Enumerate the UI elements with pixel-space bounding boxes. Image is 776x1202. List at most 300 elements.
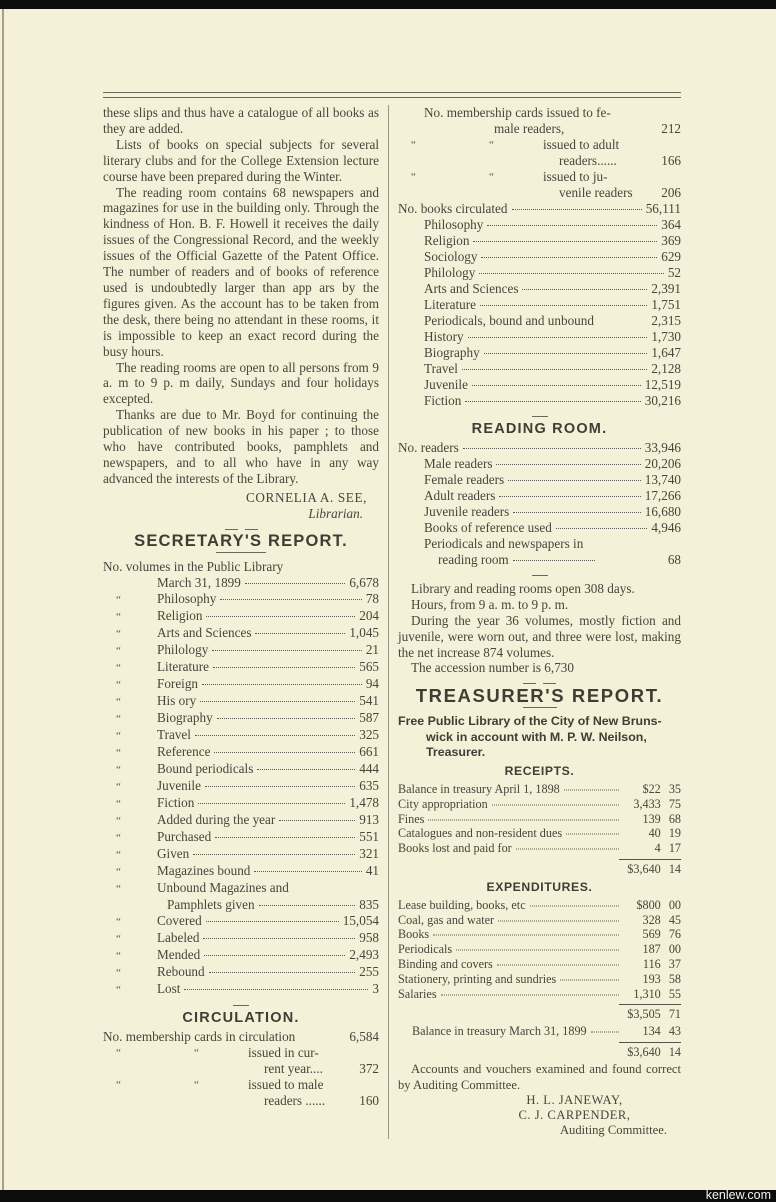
row-label: Juvenile readers <box>424 503 510 519</box>
account-line: wick in account with M. P. W. Neilson, <box>426 729 647 744</box>
row-label: rent year.... <box>264 1061 323 1077</box>
dotted-leader <box>566 834 619 835</box>
money-row <box>398 957 681 972</box>
row-label-line1: issued to ju- <box>543 169 608 184</box>
dotted-leader <box>193 854 355 855</box>
row-label: Magazines bound <box>157 863 251 879</box>
wrapped-row-body <box>398 105 681 137</box>
stat-row <box>398 217 681 233</box>
row-value: 204 <box>359 608 379 624</box>
ditto-mark: “ <box>116 832 121 845</box>
dotted-leader <box>428 819 619 820</box>
dotted-leader <box>513 560 595 561</box>
ditto-mark: “ <box>116 730 121 743</box>
stat-row <box>398 345 681 361</box>
row-label: Travel <box>157 727 191 743</box>
ditto-mark: “ <box>116 679 121 692</box>
ditto-mark: “ <box>194 1047 199 1060</box>
row-value: 913 <box>359 812 379 828</box>
auditing-committee-label: Auditing Committee. <box>559 1123 667 1138</box>
ditto-mark: “ <box>116 849 121 862</box>
wrapped-stat-row <box>398 105 681 137</box>
dotted-leader <box>441 994 619 995</box>
wrapped-row-body <box>208 1045 379 1077</box>
row-label-line2 <box>494 121 681 137</box>
wrapped-stat-row <box>398 536 681 568</box>
row-value: 321 <box>359 846 379 862</box>
dotted-leader <box>198 803 345 804</box>
ditto-mark: “ <box>116 798 121 811</box>
row-label-line2 <box>559 153 681 169</box>
row-value: 2,315 <box>651 313 681 328</box>
heading-rule <box>523 707 557 708</box>
stat-row <box>103 1029 379 1045</box>
dotted-leader <box>456 950 619 951</box>
money-row <box>398 972 681 987</box>
row-label: Fiction <box>424 393 462 408</box>
row-value: $800 00 <box>636 897 681 912</box>
receipts-list <box>398 782 681 856</box>
paragraph: Lists of books on special subjects for several literary clubs and for the College Extension lecture course have been prepared during the Winter. <box>103 136 379 184</box>
stat-row <box>398 281 681 297</box>
stat-row <box>398 488 681 504</box>
row-value: 94 <box>365 676 379 692</box>
stat-row <box>103 693 379 710</box>
row-label: Biography <box>157 710 213 726</box>
dotted-leader <box>591 1032 619 1033</box>
row-label: Literature <box>424 297 476 312</box>
circulation-heading: CIRCULATION. <box>182 1010 300 1027</box>
row-label: readers ...... <box>264 1093 326 1109</box>
row-value: 325 <box>359 727 379 743</box>
librarian-signature-role: Librarian. <box>308 505 363 521</box>
row-label-line2 <box>264 1093 379 1109</box>
balance-row <box>398 1024 681 1039</box>
stat-row <box>398 313 681 329</box>
row-value: 958 <box>359 930 379 946</box>
dotted-leader <box>465 401 640 402</box>
row-label: Catalogues and non-resident dues <box>398 826 563 841</box>
row-value: 6,678 <box>349 575 379 591</box>
row-label: March 31, 1899 <box>157 575 241 591</box>
section-separator <box>103 529 379 530</box>
dotted-leader <box>498 920 619 921</box>
row-value: 587 <box>359 710 379 726</box>
row-label: Sociology <box>424 249 478 264</box>
money-row <box>398 782 681 797</box>
dotted-leader <box>213 667 355 668</box>
dotted-leader <box>255 633 345 634</box>
row-label: Given <box>157 846 190 862</box>
row-label: venile readers <box>559 185 633 200</box>
dotted-leader <box>217 718 356 719</box>
ditto-mark: “ <box>489 171 494 183</box>
volumes-intro-line: No. volumes in the Public Library <box>103 559 284 575</box>
stat-row <box>398 201 681 217</box>
dotted-leader <box>556 528 648 529</box>
stat-row <box>103 863 379 880</box>
row-label-line2 <box>559 185 681 201</box>
dotted-leader <box>492 804 619 805</box>
dotted-leader <box>433 935 619 936</box>
row-value: 364 <box>661 217 681 232</box>
row-label: Bound periodicals <box>157 761 254 777</box>
row-label: Religion <box>157 608 203 624</box>
scan-bottom-bar <box>0 1190 776 1202</box>
row-label: Philology <box>157 642 209 658</box>
row-value: 2,493 <box>349 947 379 963</box>
ditto-mark: “ <box>116 1047 121 1060</box>
dotted-leader <box>214 752 355 753</box>
row-value: 1,647 <box>651 345 681 360</box>
stat-row <box>398 233 681 249</box>
row-label-line2 <box>438 552 681 568</box>
row-label: Foreign <box>157 676 199 692</box>
row-label: Travel <box>424 361 458 376</box>
dotted-leader <box>512 209 642 210</box>
row-label: Balance in treasury March 31, 1899 <box>412 1024 587 1039</box>
librarian-signature-name: CORNELIA A. SEE, <box>246 489 367 505</box>
row-value: 41 <box>365 863 379 879</box>
row-label: readers...... <box>559 153 617 168</box>
stat-row <box>103 812 379 829</box>
row-value: 4 17 <box>654 841 681 856</box>
dotted-leader <box>205 786 355 787</box>
dotted-leader <box>257 769 355 770</box>
treasurer-report-heading: TREASURER'S REPORT. <box>415 685 664 707</box>
row-label: Juvenile <box>424 377 468 392</box>
row-value: 1,310 55 <box>633 986 681 1001</box>
stat-row <box>103 964 379 981</box>
stat-row <box>103 676 379 693</box>
dotted-leader <box>564 789 619 790</box>
stat-row <box>398 440 681 456</box>
dotted-leader <box>496 464 640 465</box>
expenditures-heading: EXPENDITURES. <box>486 879 593 894</box>
note-paragraph: The accession number is 6,730 <box>411 660 574 676</box>
money-row <box>398 898 681 913</box>
stat-row <box>398 377 681 393</box>
row-label: Binding and covers <box>398 957 493 972</box>
dotted-leader <box>184 989 368 990</box>
stat-row <box>398 456 681 472</box>
stat-row <box>103 913 379 930</box>
ditto-mark: “ <box>116 611 121 624</box>
row-value: $22 35 <box>642 781 681 796</box>
row-value: 629 <box>661 249 681 264</box>
dotted-leader <box>472 385 641 386</box>
row-label: Rebound <box>157 964 205 980</box>
row-label: Reference <box>157 744 211 760</box>
expenditures-list <box>398 898 681 1002</box>
dotted-leader <box>484 353 648 354</box>
dotted-leader <box>206 921 339 922</box>
stat-row <box>103 591 379 608</box>
wrapped-row-body <box>398 536 681 568</box>
stat-row <box>103 608 379 625</box>
ditto-mark: “ <box>116 628 121 641</box>
row-label: No. membership cards in circulation <box>103 1029 296 1045</box>
note-paragraph: Library and reading rooms open 308 days. <box>411 580 635 596</box>
stat-row <box>103 710 379 727</box>
account-line: Treasurer. <box>426 745 486 760</box>
stat-row <box>103 727 379 744</box>
ditto-mark: “ <box>489 139 494 151</box>
row-value: 160 <box>359 1093 379 1109</box>
row-value: 15,054 <box>342 913 379 929</box>
dotted-leader <box>209 972 356 973</box>
dotted-leader <box>463 448 641 449</box>
row-value: 139 68 <box>642 811 681 826</box>
money-row <box>398 927 681 942</box>
wrapped-stat-row <box>398 169 681 201</box>
money-row <box>398 942 681 957</box>
row-value: 1,045 <box>349 625 379 641</box>
stat-row <box>103 795 379 812</box>
heading-rule <box>216 552 266 553</box>
row-label-line1: Periodicals and newspapers in <box>424 535 584 551</box>
stat-row <box>398 249 681 265</box>
row-label: Philosophy <box>157 591 217 607</box>
row-value: 1,478 <box>349 795 379 811</box>
stat-row <box>103 659 379 676</box>
stat-row <box>157 575 379 591</box>
stat-row <box>398 361 681 377</box>
row-label: Stationery, printing and sundries <box>398 971 557 986</box>
dotted-leader <box>462 369 647 370</box>
stat-row <box>103 930 379 947</box>
membership-cards-list <box>398 105 681 201</box>
audit-closing-paragraph: Accounts and vouchers examined and found correct by Auditing Committee. <box>398 1062 681 1092</box>
stat-row <box>103 846 379 863</box>
row-label: Salaries <box>398 986 437 1001</box>
row-value: 30,216 <box>644 393 681 408</box>
row-value: 444 <box>359 761 379 777</box>
row-value: 661 <box>359 744 379 760</box>
wrapped-stat-row <box>103 1045 379 1077</box>
row-label: Books of reference used <box>424 519 552 535</box>
section-separator <box>532 575 548 576</box>
row-value: 40 19 <box>648 826 681 841</box>
row-value: 134 43 <box>642 1024 681 1039</box>
row-label: Balance in treasury April 1, 1898 <box>398 781 560 796</box>
wrapped-stat-row <box>103 1077 379 1109</box>
receipts-heading: RECEIPTS. <box>504 764 575 779</box>
dotted-leader <box>259 905 356 906</box>
dotted-leader <box>479 273 664 274</box>
dotted-leader <box>516 849 619 850</box>
row-label: Lease building, books, etc <box>398 897 526 912</box>
stat-row <box>398 472 681 488</box>
receipts-total-row <box>398 859 681 877</box>
row-label: Philosophy <box>424 217 484 232</box>
wrapped-row-body <box>503 169 681 201</box>
money-row <box>398 913 681 928</box>
expenditures-subtotal-row <box>398 1004 681 1022</box>
paragraph: The reading room contains 68 newspapers and magazines for use in the building only. Through the kindness of Hon. B. F. Howell it receives the daily issues of the Congressional Record, and the weekly issues of the Official Gazette of the Patent Office. The number of readers and of books of reference used is undoubtedly larger than app ars by the figures given. As the account has to be taken from the desk, there being no attendant in these rooms, it is impossible to keep an exact record during the busy hours. <box>103 184 379 359</box>
ditto-mark: “ <box>116 764 121 777</box>
dotted-leader <box>203 938 355 939</box>
row-label: Fiction <box>157 795 195 811</box>
dotted-leader <box>195 735 355 736</box>
dotted-leader <box>522 289 647 290</box>
row-label: Unbound Magazines and <box>157 880 289 896</box>
row-value: 68 <box>667 551 681 567</box>
row-label: Periodicals <box>398 942 453 957</box>
stat-row <box>103 880 379 897</box>
dotted-leader <box>508 480 641 481</box>
row-label: Arts and Sciences <box>157 625 252 641</box>
money-row <box>398 987 681 1002</box>
books-circulated-list <box>398 201 681 409</box>
row-label: Female readers <box>424 471 505 487</box>
ditto-mark: “ <box>116 866 121 879</box>
row-value: 17,266 <box>644 487 681 503</box>
stat-row <box>398 265 681 281</box>
row-value: 16,680 <box>644 503 681 519</box>
right-column <box>388 105 681 1139</box>
wrapped-row-body <box>503 137 681 169</box>
scan-top-bar <box>0 0 776 9</box>
row-value: 569 76 <box>642 927 681 942</box>
top-double-rule <box>103 92 681 98</box>
row-label: Literature <box>157 659 209 675</box>
stat-row <box>167 897 379 913</box>
paragraph: Thanks are due to Mr. Boyd for continuing the publication of new books in his paper ; to those who have contributed books, pamphlets and newspapers, and to all who have in any way advanced the interests of the Library. <box>103 407 379 486</box>
ditto-mark: “ <box>116 967 121 980</box>
reading-room-heading: READING ROOM. <box>471 421 608 437</box>
ditto-mark: “ <box>411 139 416 151</box>
stat-row <box>398 504 681 520</box>
row-label: Covered <box>157 913 202 929</box>
section-separator <box>233 1005 249 1006</box>
dotted-leader <box>200 701 355 702</box>
row-value: 328 45 <box>642 912 681 927</box>
ditto-mark: “ <box>194 1079 199 1092</box>
ditto-mark: “ <box>116 781 121 794</box>
money-row <box>398 797 681 812</box>
note-paragraph: Hours, from 9 a. m. to 9 p. m. <box>411 596 569 612</box>
stat-row <box>103 829 379 846</box>
row-value: 1,730 <box>651 329 681 344</box>
ditto-mark: “ <box>116 883 121 896</box>
row-label-line1: No. membership cards issued to fe- <box>424 105 611 120</box>
row-label: Purchased <box>157 829 212 845</box>
row-label: Arts and Sciences <box>424 281 519 296</box>
ditto-mark: “ <box>116 662 121 675</box>
row-value: 33,946 <box>644 439 681 455</box>
row-value: 835 <box>359 897 379 913</box>
money-row <box>398 841 681 856</box>
money-row <box>398 826 681 841</box>
dotted-leader <box>254 871 361 872</box>
dotted-leader <box>202 684 362 685</box>
row-value: 12,519 <box>644 377 681 392</box>
row-value: 6,584 <box>349 1029 379 1045</box>
dotted-leader <box>513 512 640 513</box>
row-label-line1: issued to adult <box>543 137 620 152</box>
row-label: Books <box>398 927 430 942</box>
ditto-mark: “ <box>116 1079 121 1092</box>
dotted-leader <box>279 820 355 821</box>
row-label: Labeled <box>157 930 200 946</box>
reading-room-list <box>398 440 681 568</box>
ditto-mark: “ <box>116 696 121 709</box>
row-label: reading room <box>438 551 509 567</box>
row-label: Religion <box>424 233 470 248</box>
watermark: kenlew.com <box>705 1188 771 1202</box>
account-statement <box>398 714 681 761</box>
ditto-mark: “ <box>116 594 121 607</box>
row-label: Added during the year <box>157 812 276 828</box>
row-value: 56,111 <box>645 201 681 216</box>
ditto-mark: “ <box>116 916 121 929</box>
dotted-leader <box>212 650 362 651</box>
row-value: 372 <box>359 1061 379 1077</box>
dotted-leader <box>206 616 355 617</box>
row-label: His ory <box>157 693 197 709</box>
row-label: Fines <box>398 811 425 826</box>
note-paragraph: During the year 36 volumes, mostly fiction and juvenile, were worn out, and three were lost, making the net increase 874 volumes. <box>398 612 681 660</box>
stat-row <box>103 947 379 964</box>
stat-row <box>103 981 379 998</box>
dotted-leader <box>245 583 345 584</box>
money-row <box>398 812 681 827</box>
wrapped-row-body <box>208 1077 379 1109</box>
circulation-list <box>103 1029 379 1109</box>
row-label: Periodicals, bound and unbound <box>424 313 594 328</box>
row-label-line1: issued in cur- <box>248 1045 319 1061</box>
row-value: 2,391 <box>651 281 681 296</box>
dotted-leader <box>204 955 345 956</box>
row-value: 4,946 <box>651 519 681 535</box>
ditto-mark: “ <box>116 747 121 760</box>
balance-row <box>398 1024 681 1039</box>
ditto-mark: “ <box>116 815 121 828</box>
row-value: 212 <box>661 121 681 136</box>
secretary-report-heading: SECRETARY'S REPORT. <box>134 531 348 550</box>
dotted-leader <box>215 837 355 838</box>
stat-row <box>398 520 681 536</box>
stat-row <box>103 744 379 761</box>
row-label: City appropriation <box>398 796 488 811</box>
row-value: 541 <box>359 693 379 709</box>
row-value: 3 <box>372 981 379 997</box>
dotted-leader <box>497 965 619 966</box>
row-value: 635 <box>359 778 379 794</box>
row-value: 13,740 <box>644 471 681 487</box>
row-label: Lost <box>157 981 181 997</box>
page-left-edge <box>2 9 4 1190</box>
row-value: 1,751 <box>651 297 681 312</box>
dotted-leader <box>480 305 647 306</box>
account-line: Free Public Library of the City of New Bruns- <box>398 714 662 729</box>
row-value: 369 <box>661 233 681 248</box>
row-value: 3,433 75 <box>633 796 681 811</box>
row-label: Coal, gas and water <box>398 912 495 927</box>
stat-row <box>398 297 681 313</box>
expenditures-subtotal: $3,505 71 <box>619 1004 681 1022</box>
row-value: 116 37 <box>642 957 681 972</box>
stat-row <box>398 329 681 345</box>
row-label: Biography <box>424 345 480 360</box>
dotted-leader <box>473 241 657 242</box>
row-label: No. books circulated <box>398 201 508 216</box>
expenditures-total: $3,640 14 <box>619 1042 681 1060</box>
row-label-line1: issued to male <box>248 1077 324 1093</box>
row-label: Male readers <box>424 455 493 471</box>
row-value: 187 00 <box>642 942 681 957</box>
